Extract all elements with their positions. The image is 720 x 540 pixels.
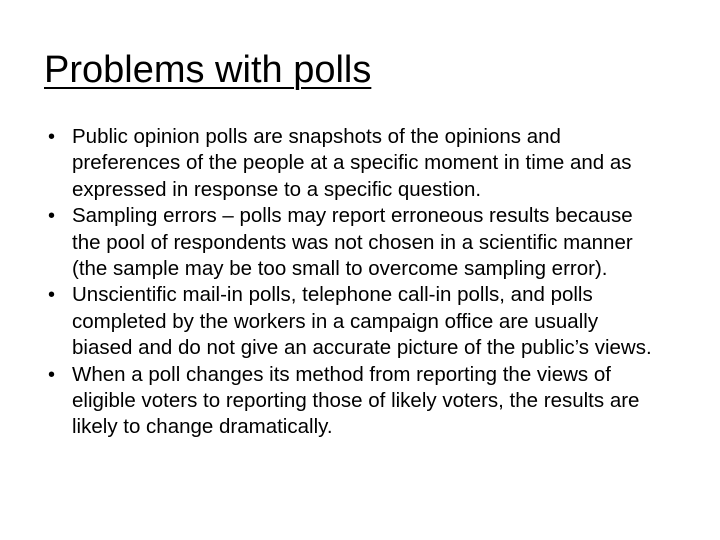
bullet-item — [48, 124, 664, 203]
bullet-text: Sampling errors – polls may report erroneous results because the pool of respondents was not chosen in a scientific manner (the sample may be too small to overcome sampling error). — [72, 204, 633, 281]
bullet-text: Unscientific mail-in polls, telephone call-in polls, and polls completed by the workers in a campaign office are usually biased and do not give an accurate picture of the public’s views. — [72, 283, 652, 360]
bullet-item — [48, 282, 664, 361]
slide-title: Problems with polls — [44, 49, 372, 91]
bullet-text: Public opinion polls are snapshots of the opinions and preferences of the people at a specific moment in time and as expressed in response to a specific question. — [72, 125, 632, 201]
bullet-marker-icon: • — [48, 284, 56, 307]
bullet-list — [48, 124, 664, 441]
bullet-marker-icon: • — [48, 363, 56, 386]
bullet-marker-icon: • — [48, 126, 56, 148]
bullet-item — [48, 362, 664, 441]
bullet-item — [48, 203, 664, 282]
bullet-marker-icon: • — [48, 205, 56, 228]
bullet-text: When a poll changes its method from reporting the views of eligible voters to reporting those of likely voters, the results are likely to change dramatically. — [72, 362, 640, 439]
